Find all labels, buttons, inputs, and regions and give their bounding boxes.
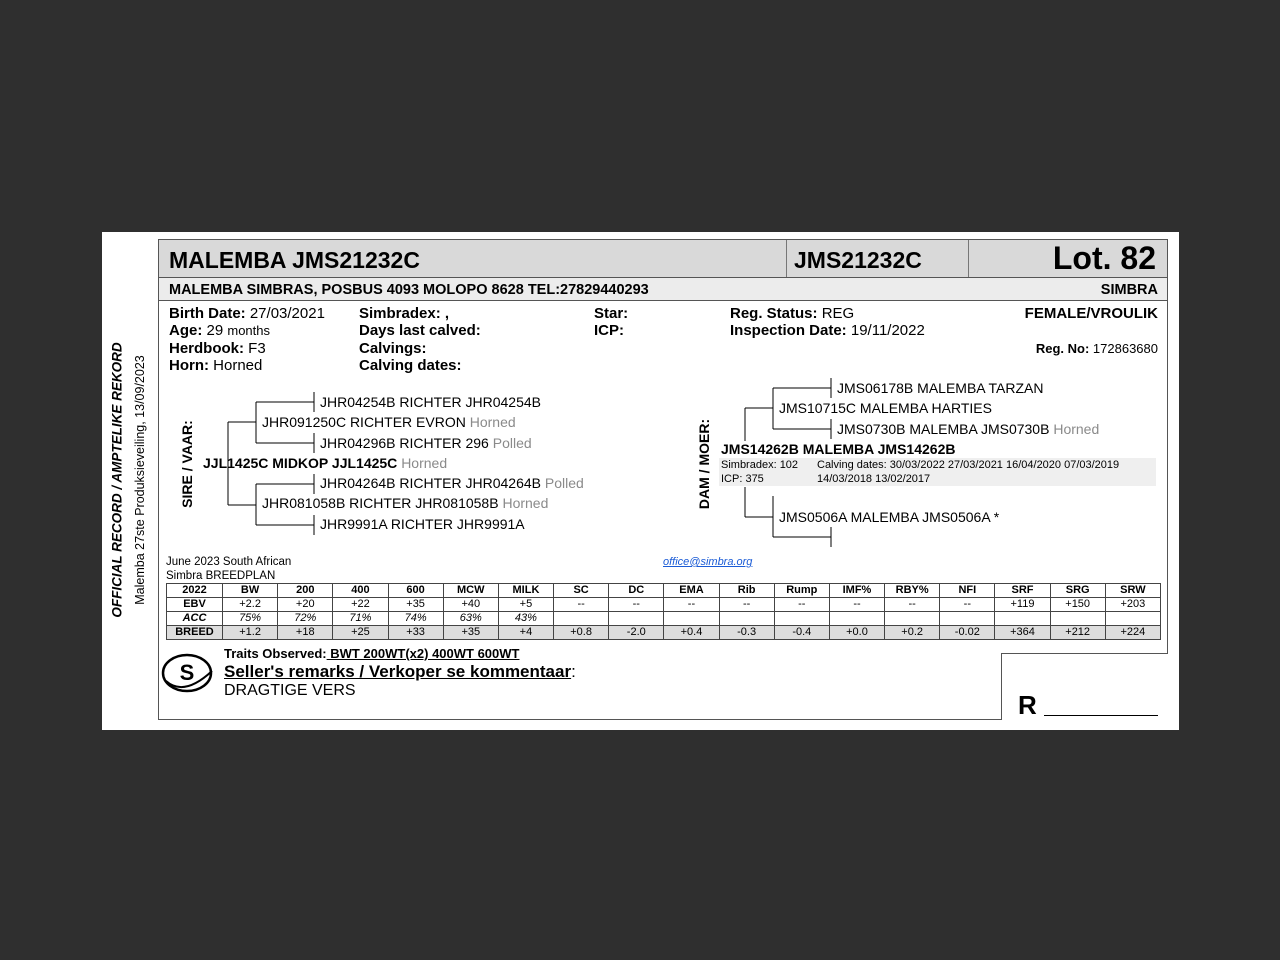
birth-date-field bbox=[169, 305, 325, 322]
value-cell: -- bbox=[554, 598, 609, 612]
traits-label: Traits Observed: bbox=[224, 646, 327, 661]
value-cell: 400 bbox=[333, 584, 388, 598]
value-cell: SRF bbox=[995, 584, 1050, 598]
value-cell: +35 bbox=[443, 626, 498, 640]
value-cell: -0.4 bbox=[774, 626, 829, 640]
sire-ds bbox=[320, 475, 584, 491]
inspection-label: Inspection Date: bbox=[730, 322, 847, 339]
value-cell: 71% bbox=[333, 612, 388, 626]
acc-row bbox=[167, 612, 1161, 626]
value-cell: SC bbox=[554, 584, 609, 598]
age-field bbox=[169, 322, 270, 339]
animal-name: MALEMBA JMS21232C bbox=[169, 247, 420, 273]
value-cell: +22 bbox=[333, 598, 388, 612]
sire-dam bbox=[262, 495, 548, 511]
dam-ss: JMS06178B MALEMBA TARZAN bbox=[837, 380, 1044, 396]
value-cell: BW bbox=[223, 584, 278, 598]
row-label-cell: EBV bbox=[167, 598, 223, 612]
dam-performance-box bbox=[719, 458, 1156, 486]
sale-name-label: Malemba 27ste Produksieveiling, 13/09/2023 bbox=[133, 355, 147, 605]
age-unit: months bbox=[227, 323, 271, 338]
value-cell: 200 bbox=[278, 584, 333, 598]
breed-avg-row bbox=[167, 626, 1161, 640]
dam-sd-name: JMS0730B MALEMBA JMS0730B bbox=[837, 421, 1050, 437]
row-label-cell: ACC bbox=[167, 612, 223, 626]
value-cell: MCW bbox=[443, 584, 498, 598]
value-cell: SRG bbox=[1050, 584, 1105, 598]
value-cell: +224 bbox=[1105, 626, 1160, 640]
value-cell: +1.2 bbox=[223, 626, 278, 640]
value-cell: +2.2 bbox=[223, 598, 278, 612]
dam-sd-horn: Horned bbox=[1053, 421, 1100, 437]
birth-date-label: Birth Date: bbox=[169, 305, 246, 322]
value-cell: +4 bbox=[498, 626, 553, 640]
value-cell: +20 bbox=[278, 598, 333, 612]
value-cell: 43% bbox=[498, 612, 553, 626]
ebv-row bbox=[167, 598, 1161, 612]
value-cell: -2.0 bbox=[609, 626, 664, 640]
value-cell bbox=[1050, 612, 1105, 626]
value-cell: +40 bbox=[443, 598, 498, 612]
value-cell bbox=[609, 612, 664, 626]
value-cell: DC bbox=[609, 584, 664, 598]
dam-calving-dates-cont: 14/03/2018 13/02/2017 bbox=[817, 473, 931, 485]
reg-status-value: REG bbox=[821, 305, 855, 322]
sire-animal-horn: Horned bbox=[401, 455, 448, 471]
herdbook-field bbox=[169, 340, 266, 357]
dam-calving-dates: Calving dates: 30/03/2022 27/03/2021 16/04/2020 07/03/2019 bbox=[817, 459, 1120, 471]
dam-icp: ICP: 375 bbox=[721, 473, 764, 485]
reg-no-value: 172863680 bbox=[1092, 341, 1158, 356]
value-cell: -- bbox=[885, 598, 940, 612]
value-cell: -- bbox=[774, 598, 829, 612]
value-cell: +0.4 bbox=[664, 626, 719, 640]
value-cell: +33 bbox=[388, 626, 443, 640]
value-cell: 74% bbox=[388, 612, 443, 626]
sire-ds-name: JHR04264B RICHTER JHR04264B bbox=[320, 475, 541, 491]
value-cell: +0.8 bbox=[554, 626, 609, 640]
value-cell: 72% bbox=[278, 612, 333, 626]
dam-simbradex: Simbradex: 102 bbox=[721, 459, 799, 471]
traits-value: BWT 200WT(x2) 400WT 600WT bbox=[326, 646, 520, 661]
horn-label: Horn: bbox=[169, 357, 209, 374]
horn-field bbox=[169, 357, 262, 374]
value-cell: NFI bbox=[940, 584, 995, 598]
sire-sd-name: JHR04296B RICHTER 296 bbox=[320, 435, 489, 451]
age-value: 29 bbox=[206, 322, 224, 339]
sire-section-label: SIRE / VAAR: bbox=[179, 420, 195, 508]
value-cell: +25 bbox=[333, 626, 388, 640]
value-cell: 75% bbox=[223, 612, 278, 626]
value-cell: -- bbox=[664, 598, 719, 612]
value-cell: +150 bbox=[1050, 598, 1105, 612]
value-cell: +0.0 bbox=[829, 626, 884, 640]
breed-name: SIMBRA bbox=[1100, 282, 1158, 298]
value-cell: 63% bbox=[443, 612, 498, 626]
simbradex-label: Simbradex: , bbox=[359, 305, 450, 322]
value-cell: -0.02 bbox=[940, 626, 995, 640]
sire-ss: JHR04254B RICHTER JHR04254B bbox=[320, 394, 541, 410]
herdbook-value: F3 bbox=[248, 340, 266, 357]
age-label: Age: bbox=[169, 322, 203, 339]
value-cell: Rump bbox=[774, 584, 829, 598]
value-cell: SRW bbox=[1105, 584, 1160, 598]
row-label-cell: 2022 bbox=[167, 584, 223, 598]
days-last-calved-label: Days last calved: bbox=[359, 322, 481, 339]
sire-dd: JHR9991A RICHTER JHR9991A bbox=[320, 516, 525, 532]
simbra-logo-icon bbox=[160, 651, 216, 695]
lot-number: Lot. 82 bbox=[1052, 240, 1156, 276]
value-cell bbox=[995, 612, 1050, 626]
dam-dam: JMS0506A MALEMBA JMS0506A * bbox=[779, 509, 1000, 525]
price-prefix: R bbox=[1018, 690, 1037, 720]
reg-no-field bbox=[1036, 341, 1158, 356]
value-cell bbox=[719, 612, 774, 626]
value-cell bbox=[774, 612, 829, 626]
reg-status-field bbox=[730, 305, 854, 322]
dam-section-label: DAM / MOER: bbox=[696, 418, 712, 510]
value-cell: IMF% bbox=[829, 584, 884, 598]
dam-animal: JMS14262B MALEMBA JMS14262B bbox=[721, 441, 956, 457]
icp-label: ICP: bbox=[594, 322, 624, 339]
value-cell bbox=[1105, 612, 1160, 626]
sire-sd-horn: Polled bbox=[492, 435, 532, 451]
value-cell: MILK bbox=[498, 584, 553, 598]
value-cell: +212 bbox=[1050, 626, 1105, 640]
birth-date-value: 27/03/2021 bbox=[249, 305, 325, 322]
value-cell bbox=[554, 612, 609, 626]
ebv-header-row bbox=[167, 584, 1161, 598]
email-link[interactable]: office@simbra.org bbox=[663, 556, 753, 568]
official-record-label: OFFICIAL RECORD / AMPTELIKE REKORD bbox=[109, 342, 125, 618]
value-cell: -- bbox=[719, 598, 774, 612]
value-cell: Rib bbox=[719, 584, 774, 598]
remarks-title bbox=[224, 662, 576, 682]
sire-sire-name: JHR091250C RICHTER EVRON bbox=[262, 414, 466, 430]
sire-dam-horn: Horned bbox=[502, 495, 549, 511]
remarks-title-text: Seller's remarks / Verkoper se kommentaar bbox=[224, 662, 572, 681]
value-cell: +0.2 bbox=[885, 626, 940, 640]
value-cell: 600 bbox=[388, 584, 443, 598]
calvings-label: Calvings: bbox=[359, 340, 427, 357]
value-cell: +364 bbox=[995, 626, 1050, 640]
reg-no-label: Reg. No: bbox=[1035, 341, 1090, 356]
value-cell bbox=[940, 612, 995, 626]
dam-sd bbox=[837, 421, 1099, 437]
traits-observed bbox=[224, 646, 519, 661]
sex-value: FEMALE/VROULIK bbox=[1024, 305, 1158, 322]
remarks-text: DRAGTIGE VERS bbox=[224, 682, 356, 699]
value-cell: RBY% bbox=[885, 584, 940, 598]
dam-sire: JMS10715C MALEMBA HARTIES bbox=[779, 400, 992, 416]
calving-dates-label: Calving dates: bbox=[359, 357, 462, 374]
breedplan-line1: June 2023 South African bbox=[166, 556, 292, 568]
reg-status-label: Reg. Status: bbox=[730, 305, 818, 322]
value-cell: +203 bbox=[1105, 598, 1160, 612]
sire-dam-name: JHR081058B RICHTER JHR081058B bbox=[262, 495, 499, 511]
sire-sd bbox=[320, 435, 532, 451]
herdbook-label: Herdbook: bbox=[169, 340, 244, 357]
value-cell bbox=[885, 612, 940, 626]
sire-ds-horn: Polled bbox=[544, 475, 584, 491]
breeder-address: MALEMBA SIMBRAS, POSBUS 4093 MOLOPO 8628 TEL:27829440293 bbox=[169, 282, 649, 298]
simbra-logo-letter: S bbox=[179, 660, 195, 685]
value-cell: -0.3 bbox=[719, 626, 774, 640]
sire-sire-horn: Horned bbox=[469, 414, 516, 430]
value-cell: -- bbox=[829, 598, 884, 612]
value-cell bbox=[829, 612, 884, 626]
value-cell: -- bbox=[940, 598, 995, 612]
value-cell: +119 bbox=[995, 598, 1050, 612]
value-cell: +5 bbox=[498, 598, 553, 612]
inspection-field bbox=[730, 322, 925, 339]
breedplan-line2: Simbra BREEDPLAN bbox=[166, 570, 276, 582]
value-cell: +35 bbox=[388, 598, 443, 612]
price-input-line[interactable] bbox=[1044, 715, 1158, 716]
horn-value: Horned bbox=[213, 357, 263, 374]
star-label: Star: bbox=[594, 305, 629, 322]
inspection-value: 19/11/2022 bbox=[850, 322, 925, 339]
sire-animal-name: JJL1425C MIDKOP JJL1425C bbox=[203, 455, 398, 471]
value-cell: +18 bbox=[278, 626, 333, 640]
ebv-table bbox=[166, 583, 1161, 640]
value-cell: -- bbox=[609, 598, 664, 612]
animal-reg-id: JMS21232C bbox=[794, 247, 922, 273]
row-label-cell: BREED bbox=[167, 626, 223, 640]
value-cell bbox=[664, 612, 719, 626]
value-cell: EMA bbox=[664, 584, 719, 598]
sire-animal bbox=[203, 455, 447, 471]
remarks-colon: : bbox=[571, 662, 576, 681]
sire-sire bbox=[262, 414, 516, 430]
